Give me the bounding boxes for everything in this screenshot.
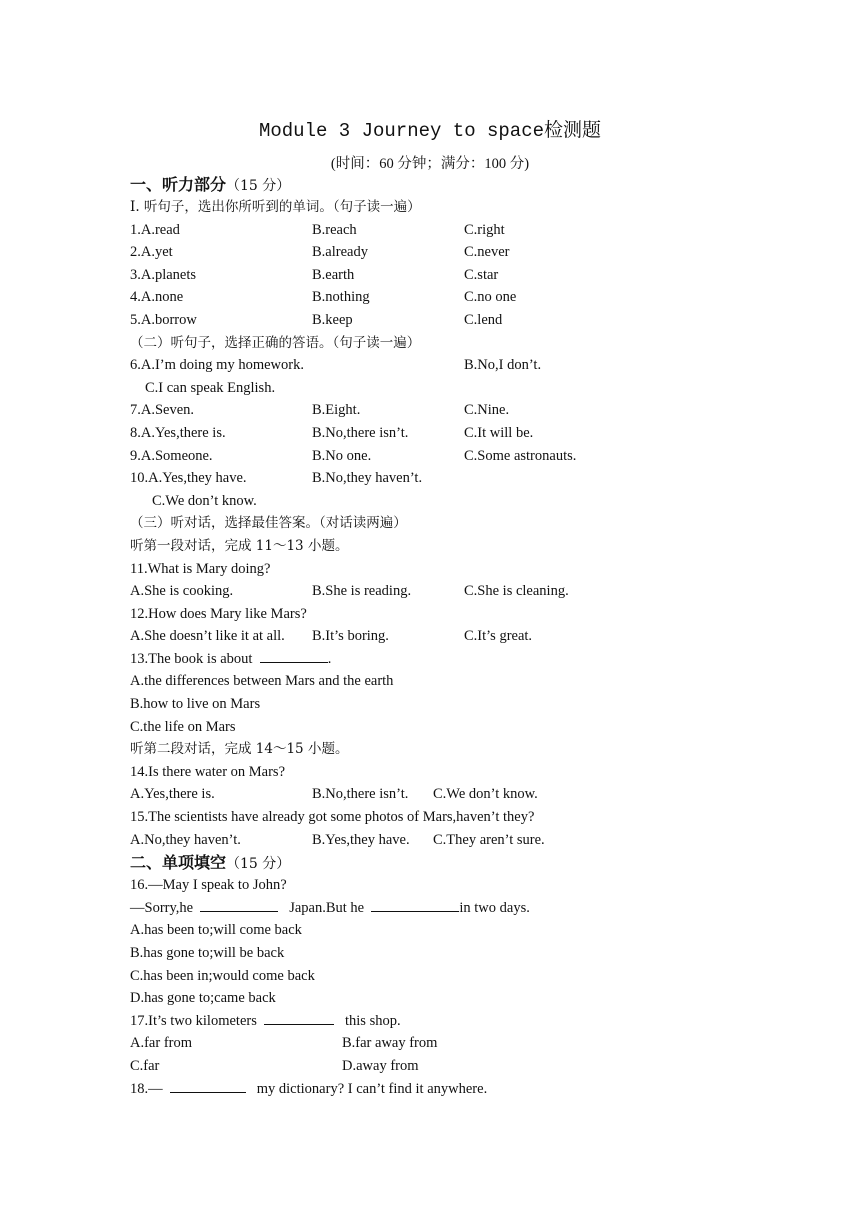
option-c: C.It’s great.: [464, 628, 533, 645]
question-16-option-d: D.has gone to;came back: [130, 990, 276, 1007]
option-d: D.away from: [342, 1057, 419, 1074]
option-c: C.Some astronauts.: [464, 447, 577, 464]
instruction-2: （二）听句子，选择正确的答语。（句子读一遍）: [130, 334, 421, 351]
question-16-option-b: B.has gone to;will be back: [130, 945, 285, 961]
question-15-stem: 15.The scientists have already got some photos of Mars,haven’t they?: [130, 809, 535, 826]
option-b: B.It’s boring.: [312, 628, 389, 645]
section-heading-single-choice: [130, 851, 730, 874]
option-a: 3.A.planets: [130, 266, 197, 283]
option-b: B.keep: [312, 311, 353, 328]
exam-body: [130, 173, 730, 1100]
question-10: [130, 467, 730, 490]
page-title: Module 3 Journey to space检测题: [258, 120, 602, 142]
question-11-options: [130, 580, 730, 603]
question-17-options-ab: [130, 1032, 730, 1055]
option-c: C.far: [130, 1057, 160, 1074]
dialog-1-instruction: 听第一段对话，完成 11～13 小题。: [130, 537, 349, 554]
stem-text: 18.—: [130, 1080, 163, 1097]
question-16-option-a: A.has been to;will come back: [130, 922, 302, 939]
question-16-line2: [130, 897, 730, 920]
option-b: B.No,there isn’t.: [312, 424, 409, 441]
question-6: [130, 354, 730, 377]
question-3: [130, 264, 730, 287]
question-14-stem: 14.Is there water on Mars?: [130, 763, 286, 780]
stem-text: this shop.: [345, 1012, 401, 1029]
option-a: 9.A.Someone.: [130, 447, 213, 464]
question-13-option-a: A.the differences between Mars and the earth: [130, 673, 394, 690]
option-c: C.never: [464, 244, 510, 261]
question-15-options: [130, 829, 730, 852]
option-a: 1.A.read: [130, 221, 180, 238]
stem-text: my dictionary? I can’t find it anywhere.: [256, 1080, 488, 1097]
heading-points: （15 分）: [226, 178, 291, 194]
answer-blank: [371, 897, 459, 912]
question-13-option-b: B.how to live on Mars: [130, 696, 261, 713]
stem-end: .: [327, 650, 332, 667]
option-c: C.star: [464, 266, 499, 283]
question-17-stem: [130, 1010, 730, 1033]
heading-text: 二、单项填空: [130, 853, 227, 873]
question-13-option-c: C.the life on Mars: [130, 718, 236, 735]
question-4: [130, 286, 730, 309]
question-10-option-c: C.We don’t know.: [152, 492, 257, 509]
option-b: B.Eight.: [312, 402, 361, 419]
option-b: B.far away from: [342, 1035, 438, 1052]
option-a: A.Yes,there is.: [130, 786, 215, 803]
option-c: C.right: [464, 221, 505, 238]
option-b: B.She is reading.: [312, 583, 412, 600]
option-a: 4.A.none: [130, 289, 184, 306]
option-b: B.No,they haven’t.: [312, 470, 423, 487]
option-b: B.already: [312, 244, 368, 261]
question-14-options: [130, 783, 730, 806]
question-2: [130, 241, 730, 264]
option-a: 5.A.borrow: [130, 311, 197, 328]
option-a: 7.A.Seven.: [130, 402, 195, 419]
heading-points: （15 分）: [226, 856, 291, 873]
option-c: C.We don’t know.: [433, 786, 538, 803]
option-a: A.No,they haven’t.: [130, 831, 241, 848]
stem-text: —Sorry,he: [130, 899, 194, 916]
page-subtitle: (时间：60 分钟；满分：100 分): [330, 156, 530, 172]
section-heading-listening: [130, 173, 730, 196]
option-b: B.No,there isn’t.: [312, 786, 409, 803]
heading-text: 一、听力部分: [130, 175, 227, 194]
option-c: C.She is cleaning.: [464, 583, 569, 600]
option-b: B.No one.: [312, 447, 372, 464]
option-b: B.nothing: [312, 289, 370, 306]
question-9: [130, 445, 730, 468]
stem-text: in two days.: [459, 899, 530, 916]
answer-blank: [170, 1078, 246, 1093]
answer-blank: [200, 897, 278, 912]
option-a: 2.A.yet: [130, 244, 173, 261]
question-11-stem: 11.What is Mary doing?: [130, 560, 271, 577]
question-1: [130, 219, 730, 242]
question-7: [130, 399, 730, 422]
option-c: C.no one: [464, 289, 517, 306]
stem-text: 13.The book is about: [130, 650, 253, 667]
option-a: 6.A.I’m doing my homework.: [130, 357, 304, 374]
option-a: A.She doesn’t like it at all.: [130, 628, 285, 645]
option-c: C.lend: [464, 311, 503, 328]
question-6-option-c: C.I can speak English.: [145, 379, 276, 396]
option-c: C.They aren’t sure.: [433, 831, 545, 848]
question-13-stem: [130, 648, 730, 671]
answer-blank: [264, 1010, 334, 1025]
question-17-options-cd: [130, 1055, 730, 1078]
option-c: C.It will be.: [464, 424, 534, 441]
option-b: B.Yes,they have.: [312, 831, 410, 848]
option-a: A.She is cooking.: [130, 583, 234, 600]
question-12-stem: 12.How does Mary like Mars?: [130, 605, 307, 622]
question-5: [130, 309, 730, 332]
option-a: A.far from: [130, 1035, 193, 1052]
stem-text: Japan.But he: [289, 899, 365, 916]
option-b: B.No,I don’t.: [464, 357, 542, 374]
option-c: C.Nine.: [464, 402, 510, 419]
question-16-line1: 16.—May I speak to John?: [130, 877, 287, 894]
option-b: B.earth: [312, 266, 355, 283]
stem-text: 17.It’s two kilometers: [130, 1012, 257, 1029]
answer-blank: [260, 648, 328, 663]
instruction-3: （三）听对话，选择最佳答案。（对话读两遍）: [130, 515, 407, 532]
option-b: B.reach: [312, 221, 357, 238]
option-a: 10.A.Yes,they have.: [130, 470, 247, 487]
question-8: [130, 422, 730, 445]
dialog-2-instruction: 听第二段对话，完成 14～15 小题。: [130, 741, 349, 758]
question-18-stem: [130, 1078, 730, 1101]
question-16-option-c: C.has been in;would come back: [130, 967, 315, 984]
question-12-options: [130, 625, 730, 648]
option-a: 8.A.Yes,there is.: [130, 424, 226, 441]
instruction-1: Ⅰ. 听句子，选出你所听到的单词。（句子读一遍）: [130, 199, 421, 215]
